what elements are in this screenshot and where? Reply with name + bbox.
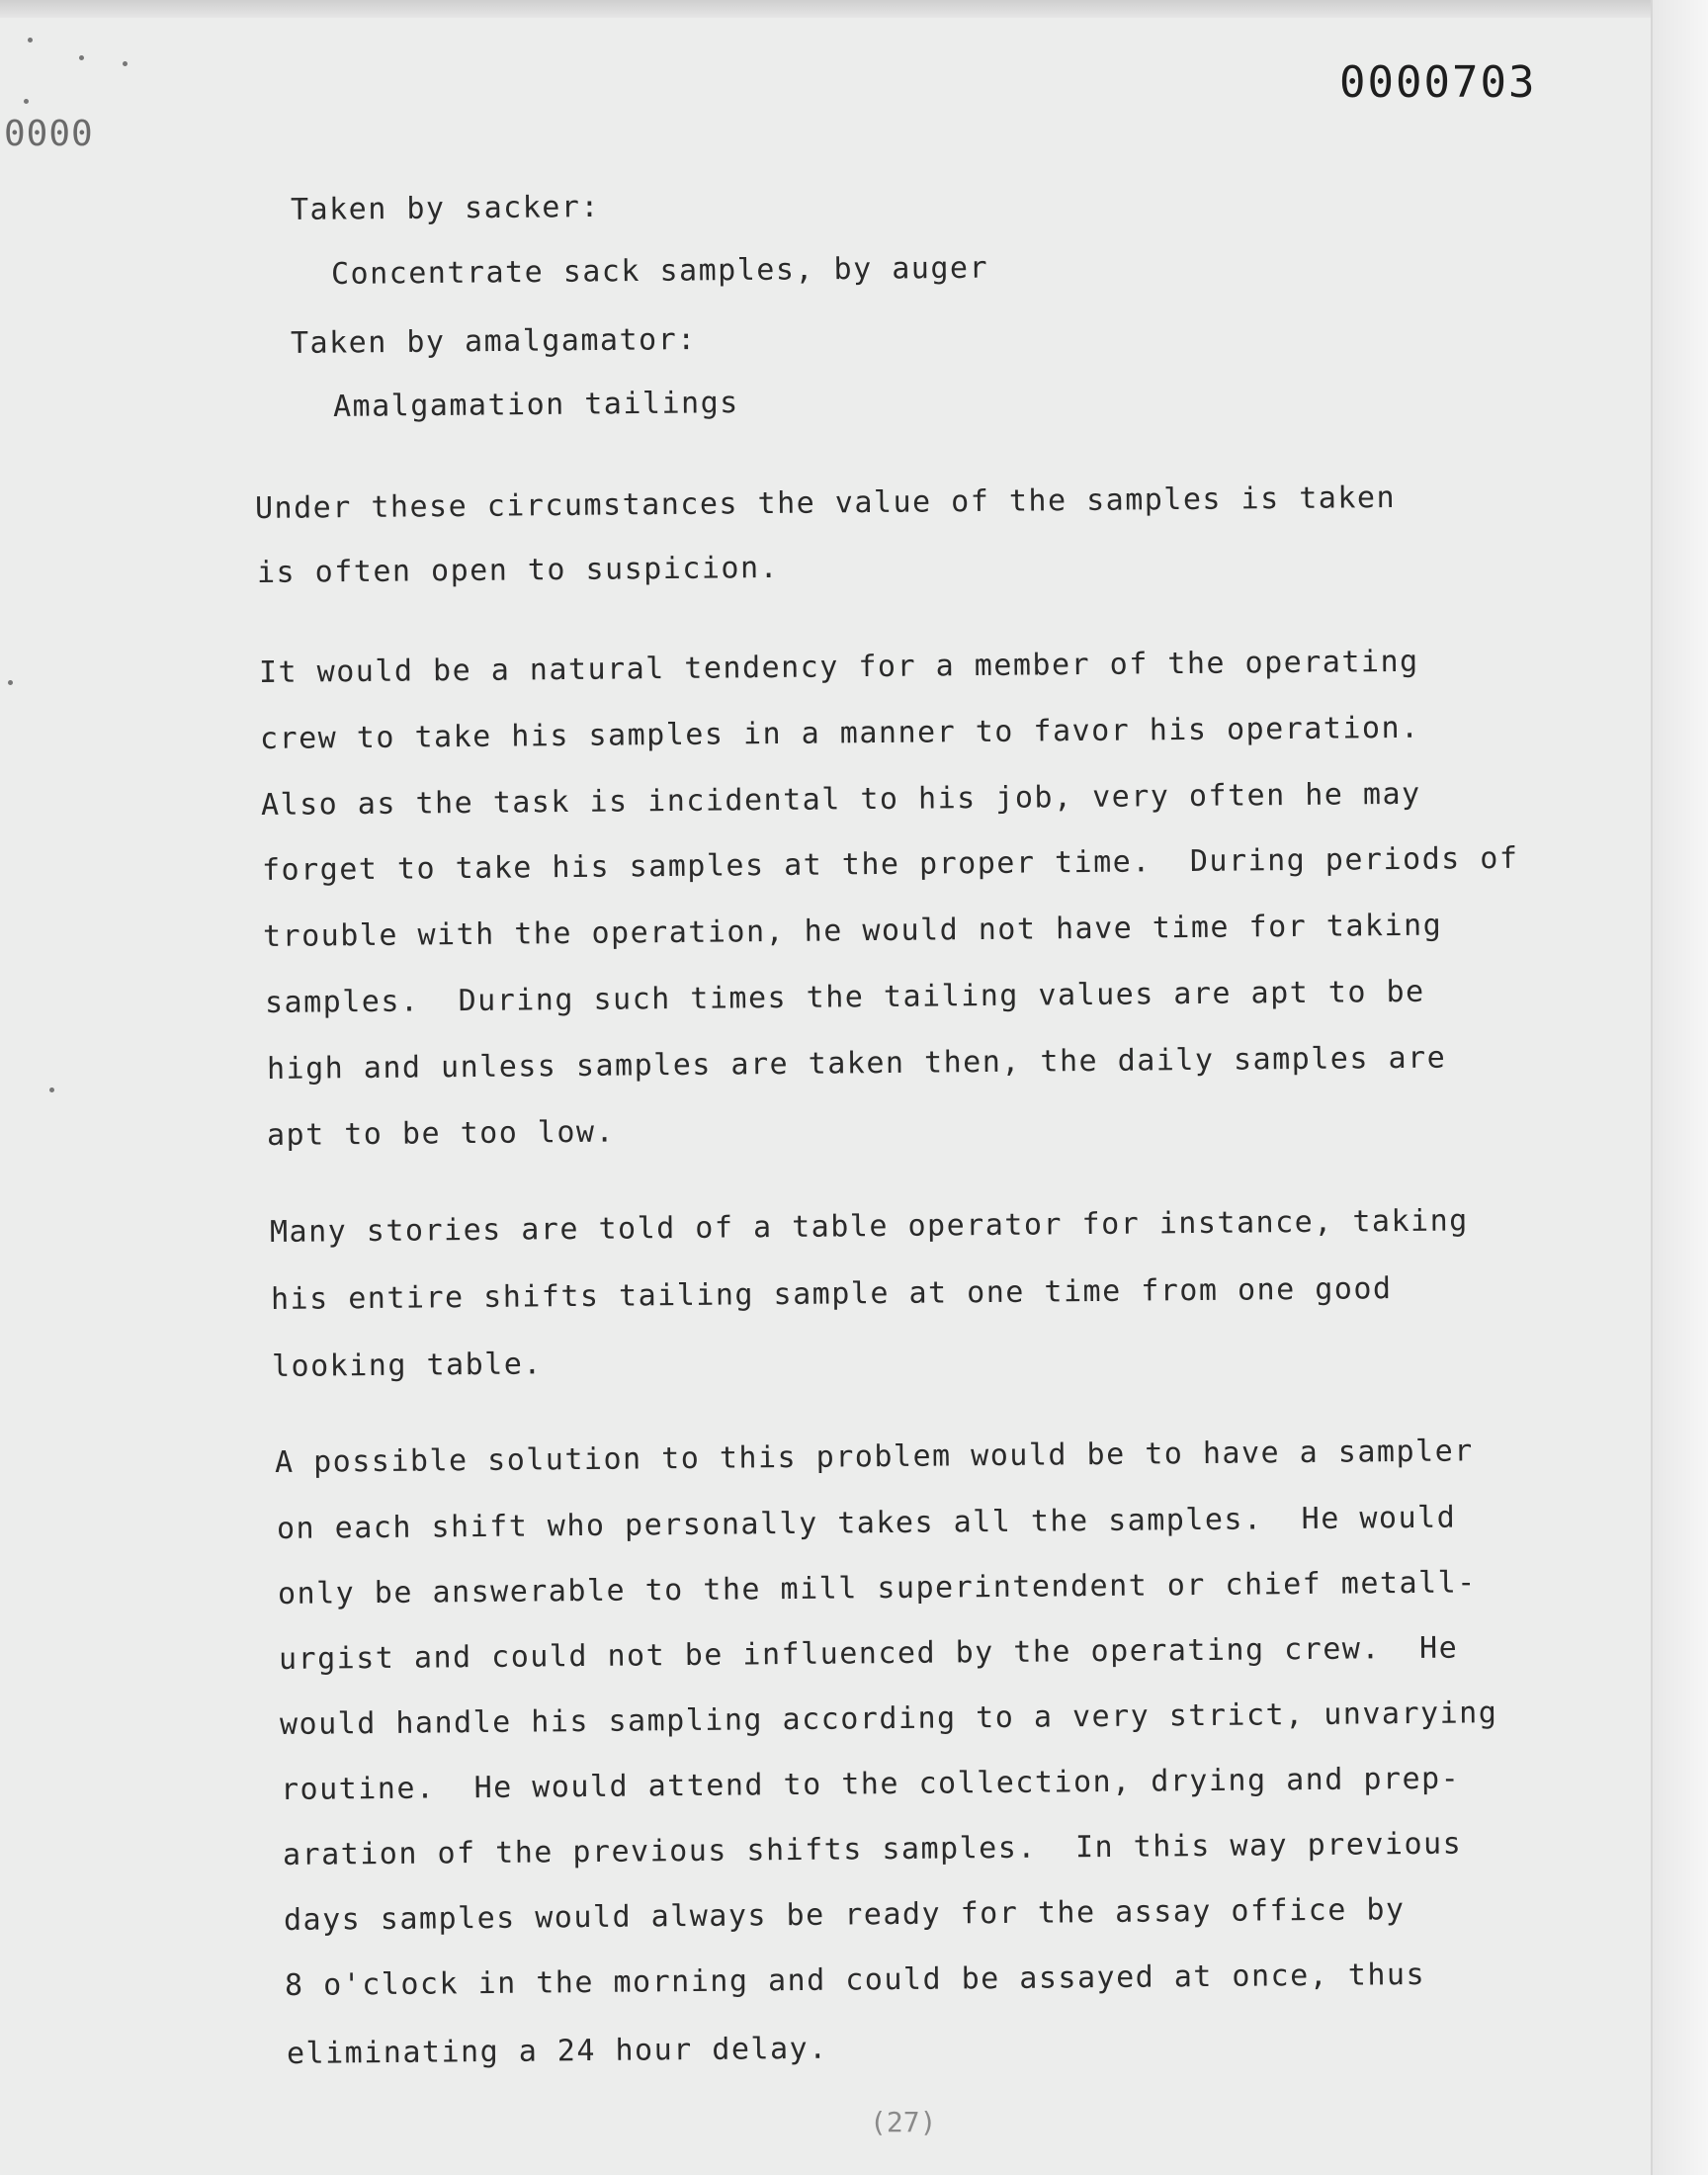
paragraph-4-line: routine. He would attend to the collection, drying and prep- <box>280 1761 1461 1807</box>
paper-right-edge <box>1651 0 1708 2175</box>
list-heading-amalgamator: Taken by amalgamator: <box>290 322 697 361</box>
paragraph-2-line: Also as the task is incidental to his job, very often he may <box>260 776 1421 823</box>
page-number: (27) <box>870 2106 937 2138</box>
document-id: 0000703 <box>1339 57 1537 108</box>
paragraph-2-line: crew to take his samples in a manner to favor his operation. <box>259 710 1420 756</box>
paragraph-4-line: would handle his sampling according to a very strict, unvarying <box>279 1696 1498 1742</box>
paragraph-4-line: eliminating a 24 hour delay. <box>286 2031 828 2071</box>
paragraph-4-line: days samples would always be ready for the assay office by <box>283 1892 1406 1938</box>
scan-speck <box>28 38 33 43</box>
paragraph-2-line: apt to be too low. <box>266 1114 616 1153</box>
scan-speck <box>123 61 128 66</box>
scan-speck <box>8 680 13 685</box>
paragraph-4-line: only be answerable to the mill superintendent or chief metall- <box>277 1565 1477 1611</box>
paragraph-1-line: Under these circumstances the value of the samples is taken <box>254 479 1397 526</box>
scan-speck <box>49 1088 54 1092</box>
paragraph-4-line: A possible solution to this problem would be to have a sampler <box>274 1434 1474 1480</box>
paragraph-2-line: samples. During such times the tailing values are apt to be <box>264 974 1425 1020</box>
paragraph-2-line: trouble with the operation, he would not have time for taking <box>262 908 1443 954</box>
list-heading-sacker: Taken by sacker: <box>290 189 601 227</box>
paragraph-4-line: on each shift who personally takes all the samples. He would <box>276 1500 1457 1546</box>
paragraph-1-line: is often open to suspicion. <box>256 550 780 590</box>
scan-speck <box>24 99 29 104</box>
paper-top-edge <box>0 0 1653 18</box>
list-item-concentrate: Concentrate sack samples, by auger <box>330 250 989 292</box>
paragraph-3-line: his entire shifts tailing sample at one time from one good <box>270 1271 1393 1317</box>
paragraph-3-line: Many stories are told of a table operator for instance, taking <box>269 1203 1469 1250</box>
paragraph-4-line: urgist and could not be influenced by the operating crew. He <box>278 1630 1459 1677</box>
paragraph-4-line: 8 o'clock in the morning and could be assayed at once, thus <box>284 1957 1426 2003</box>
paragraph-2-line: It would be a natural tendency for a member of the operating <box>258 644 1419 690</box>
corner-mark: 0000 <box>4 114 94 154</box>
paragraph-3-line: looking table. <box>271 1347 544 1384</box>
scan-speck <box>79 55 84 60</box>
list-item-amalgamation: Amalgamation tailings <box>332 386 739 424</box>
paragraph-2-line: forget to take his samples at the proper time. During periods of <box>261 840 1519 888</box>
paragraph-2-line: high and unless samples are taken then, the daily samples are <box>266 1040 1447 1087</box>
paragraph-4-line: aration of the previous shifts samples. In this way previous <box>282 1826 1463 1872</box>
